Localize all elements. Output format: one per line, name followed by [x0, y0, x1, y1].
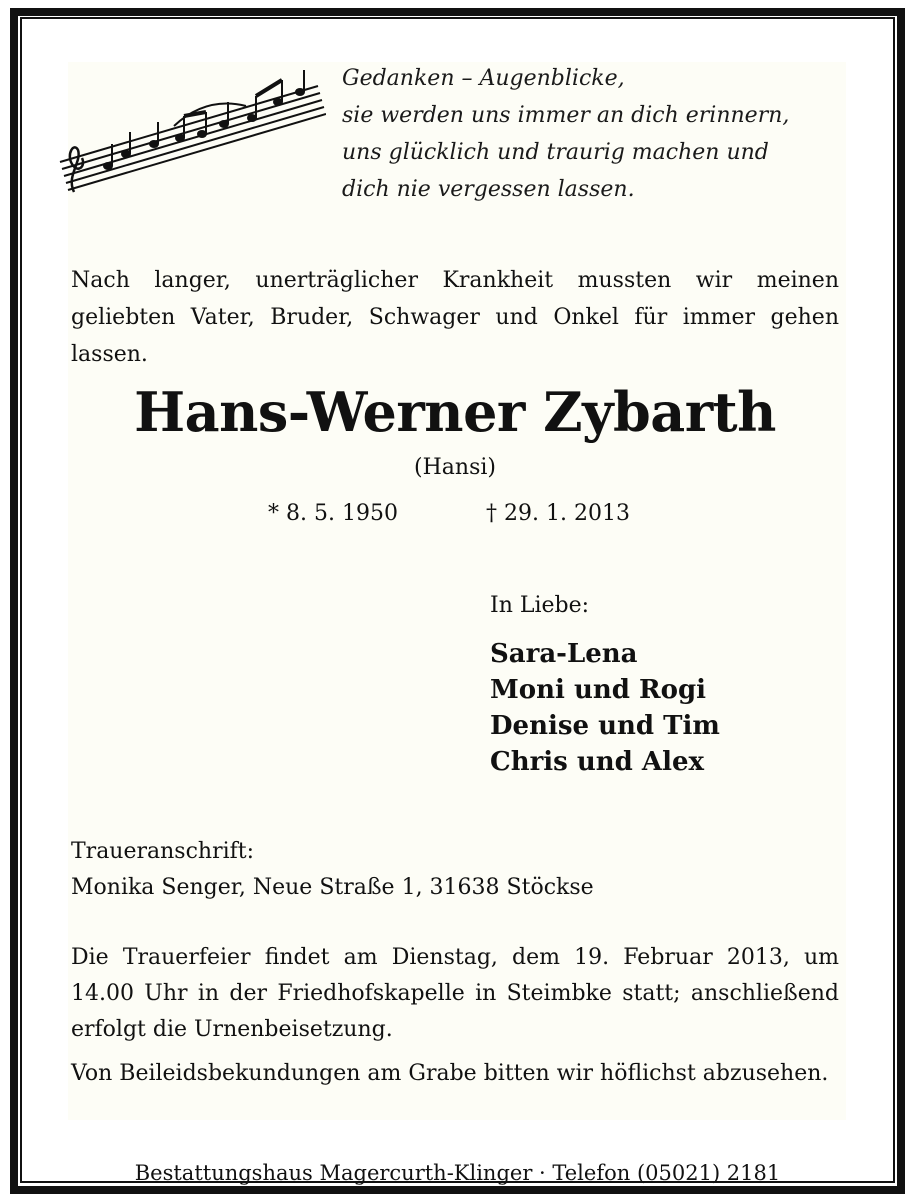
- poem-line: Gedanken – Augenblicke,: [342, 66, 625, 91]
- birth-date: * 8. 5. 1950: [268, 501, 398, 526]
- mourner-name: Sara-Lena: [490, 639, 638, 669]
- poem: [342, 60, 862, 208]
- ceremony-text: Die Trauerfeier findet am Dienstag, dem 19. Februar 2013, um 14.00 Uhr in der Friedhofskapelle in Steimbke statt; anschließend erfolgt die Urnenbeisetzung.: [71, 945, 839, 1042]
- footer-funeral-home: Bestattungshaus Magercurth-Klinger · Telefon (05021) 2181: [134, 1161, 781, 1185]
- intro-text: Nach langer, unerträglicher Krankheit mussten wir meinen geliebten Vater, Bruder, Schwager und Onkel für immer gehen lassen.: [71, 268, 839, 367]
- mourner-name: Moni und Rogi: [490, 675, 706, 705]
- mourner-name: Chris und Alex: [490, 747, 704, 777]
- deceased-nickname: (Hansi): [414, 455, 496, 480]
- mourners-label: In Liebe:: [490, 593, 590, 618]
- poem-line: uns glücklich und traurig machen und: [342, 140, 769, 165]
- deceased-name: Hans-Werner Zybarth: [134, 380, 776, 444]
- address-value: Monika Senger, Neue Straße 1, 31638 Stöckse: [71, 875, 594, 900]
- mourners-list: [490, 636, 720, 780]
- music-notes-icon: [56, 66, 326, 194]
- poem-line: dich nie vergessen lassen.: [342, 177, 635, 202]
- death-date: † 29. 1. 2013: [486, 501, 630, 526]
- address-label: Traueranschrift:: [71, 839, 255, 864]
- condolence-text: Von Beileidsbekundungen am Grabe bitten wir höflichst abzusehen.: [71, 1061, 829, 1086]
- mourner-name: Denise und Tim: [490, 711, 720, 741]
- poem-line: sie werden uns immer an dich erinnern,: [342, 103, 790, 128]
